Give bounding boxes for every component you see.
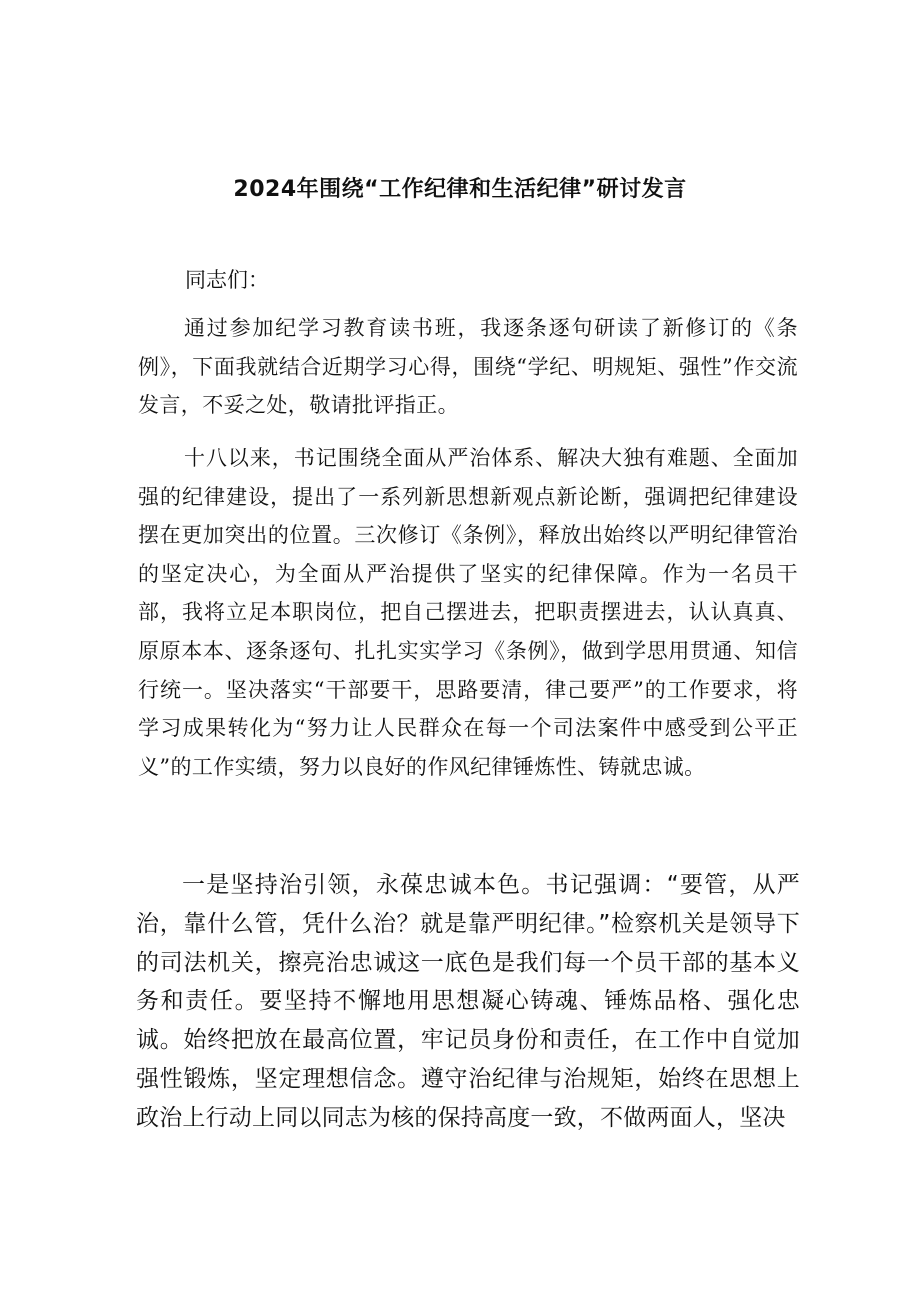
paragraph-point-one: 一是坚持治引领，永葆忠诚本色。书记强调：“要管，从严治，靠什么管，凭什么治？就是靠严明纪律。”检察机关是领导下的司法机关，擦亮治忠诚这一底色是我们每一个员干部的基本义务和责任。要坚持不懈地用思想凝心铸魂、锤炼品格、强化忠诚。始终把放在最高位置，牢记员身份和责任，在工作中自觉加强性锻炼，坚定理想信念。遵守治纪律与治规矩，始终在思想上政治上行动上同以同志为核的保持高度一致，不做两面人，坚决 — [136, 872, 800, 1131]
paragraph-background: 十八以来，书记围绕全面从严治体系、解决大独有难题、全面加强的纪律建设，提出了一系列新思想新观点新论断，强调把纪律建设摆在更加突出的位置。三次修订《条例》，释放出始终以严明纪律管治的坚定决心，为全面从严治提供了坚实的纪律保障。作为一名员干部，我将立足本职岗位，把自己摆进去，把职责摆进去，认认真真、原原本本、逐条逐句、扎扎实实学习《条例》，做到学思用贯通、知信行统一。坚决落实“干部要干，思路要清，律己要严”的工作要求，将学习成果转化为“努力让人民群众在每一个司法案件中感受到公平正义”的工作实绩，努力以良好的作风纪律锤炼性、铸就忠诚。 — [138, 446, 798, 779]
paragraph-intro: 通过参加纪学习教育读书班，我逐条逐句研读了新修订的《条例》，下面我就结合近期学习心得，围绕“学纪、明规矩、强性”作交流发言，不妥之处，敬请批评指正。 — [138, 316, 798, 418]
salutation: 同志们： — [185, 268, 269, 292]
document-title: 2024年围绕“工作纪律和生活纪律”研讨发言 — [233, 177, 687, 202]
